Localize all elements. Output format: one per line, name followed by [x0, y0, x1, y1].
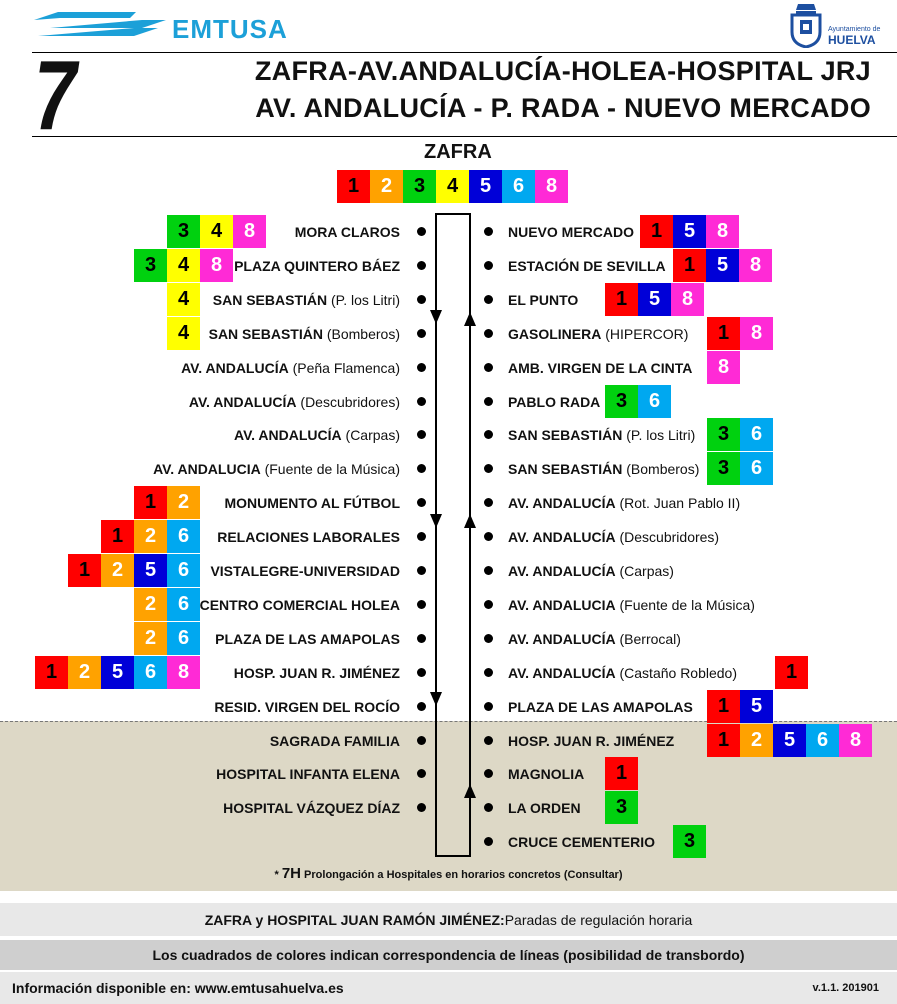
stop-name: LA ORDEN: [508, 800, 581, 817]
stop-return: [508, 825, 655, 859]
stop-outbound: [213, 283, 400, 317]
version-label: v.1.1. 201901: [812, 982, 879, 994]
stop-name: AV. ANDALUCÍA: [508, 563, 616, 579]
line-2-chip: 2: [167, 486, 200, 519]
stop-name: MORA CLAROS: [294, 224, 400, 240]
regulation-stops: ZAFRA y HOSPITAL JUAN RAMÓN JIMÉNEZ:: [204, 911, 505, 928]
line-8-chip: 8: [233, 215, 266, 248]
stop-dot: [484, 397, 493, 406]
line-2-chip: 2: [134, 588, 167, 621]
stop-name: PLAZA DE LAS AMAPOLAS: [215, 630, 400, 647]
stop-outbound: [217, 520, 400, 554]
line-1-chip: 1: [68, 554, 101, 587]
line-6-chip: 6: [167, 588, 200, 621]
stop-name: AV. ANDALUCÍA: [181, 359, 289, 376]
line-4-chip: 4: [167, 249, 200, 282]
city-logo: [788, 2, 884, 50]
stop-dot: [417, 702, 426, 711]
stop-outbound: [270, 724, 400, 758]
stop-name: AV. ANDALUCIA: [153, 461, 261, 478]
stop-outbound: [189, 385, 400, 419]
stop-dot: [417, 668, 426, 677]
stop-name: MAGNOLIA: [508, 766, 585, 783]
stop-dot: [484, 329, 493, 338]
stop-name: NUEVO MERCADO: [508, 224, 635, 240]
stop-outbound: [181, 351, 400, 385]
line-6-chip: 6: [638, 385, 671, 418]
stop-detail: (Descubridores): [296, 393, 400, 410]
stop-dot: [484, 227, 493, 236]
stop-return: [508, 486, 740, 520]
stop-detail: (HIPERCOR): [601, 325, 689, 342]
stop-name: HOSPITAL VÁZQUEZ DÍAZ: [223, 800, 400, 817]
line-3-chip: 3: [707, 418, 740, 451]
line-8-chip: 8: [167, 656, 200, 689]
line-1-chip: 1: [673, 249, 706, 282]
brand-name: EMTUSA: [172, 14, 288, 44]
stop-return: [508, 418, 695, 452]
legend-text: Los cuadrados de colores indican correspondencia de líneas (posibilidad de transbordo): [152, 947, 745, 963]
stop-dot: [484, 532, 493, 541]
route-title-1: ZAFRA-AV.ANDALUCÍA-HOLEA-HOSPITAL JRJ: [254, 56, 871, 86]
stop-return: [508, 791, 581, 825]
stop-outbound: [214, 690, 400, 724]
stop-outbound: [216, 757, 400, 791]
stop-name: RESID. VIRGEN DEL ROCÍO: [214, 698, 400, 715]
stop-name: SAN SEBASTIÁN: [508, 461, 623, 478]
line-5-chip: 5: [134, 554, 167, 587]
stop-dot: [484, 668, 493, 677]
line-3-chip: 3: [403, 170, 436, 203]
line-1-chip: 1: [640, 215, 673, 248]
line-1-chip: 1: [707, 317, 740, 350]
line-1-chip: 1: [775, 656, 808, 689]
stop-detail: (Carpas): [615, 563, 674, 579]
stop-name: HOSPITAL INFANTA ELENA: [216, 766, 400, 783]
stop-outbound: [209, 317, 400, 351]
line-1-chip: 1: [605, 283, 638, 316]
stop-dot: [484, 600, 493, 609]
stop-outbound: [215, 622, 400, 656]
stop-dot: [417, 430, 426, 439]
line-3-chip: 3: [605, 791, 638, 824]
stop-name: MONUMENTO AL FÚTBOL: [224, 495, 400, 512]
stop-return: [508, 690, 693, 724]
line-8-chip: 8: [706, 215, 739, 248]
line-6-chip: 6: [740, 418, 773, 451]
stop-name: SAN SEBASTIÁN: [208, 325, 323, 342]
note-prefix: *: [274, 869, 282, 881]
stop-outbound: [200, 588, 400, 622]
stop-dot: [417, 397, 426, 406]
line-1-chip: 1: [707, 690, 740, 723]
line-2-chip: 2: [68, 656, 101, 689]
stop-dot: [417, 363, 426, 372]
stop-name: RELACIONES LABORALES: [217, 529, 400, 546]
route-loop: [430, 212, 476, 862]
stop-outbound: [234, 418, 400, 452]
stop-name: AV. ANDALUCÍA: [508, 529, 616, 546]
line-3-chip: 3: [605, 385, 638, 418]
stop-outbound: [223, 791, 400, 825]
stop-return: [508, 351, 692, 385]
header: [0, 0, 897, 52]
line-8-chip: 8: [671, 283, 704, 316]
stop-name: GASOLINERA: [508, 325, 602, 342]
info-footer: [0, 972, 897, 1004]
line-2-chip: 2: [101, 554, 134, 587]
line-4-chip: 4: [167, 317, 200, 350]
stop-name: HOSP. JUAN R. JIMÉNEZ: [508, 732, 675, 749]
line-5-chip: 5: [469, 170, 502, 203]
line-4-chip: 4: [167, 283, 200, 316]
line-3-chip: 3: [167, 215, 200, 248]
stop-dot: [417, 295, 426, 304]
divider: [32, 52, 897, 53]
stop-dot: [484, 464, 493, 473]
stop-return: [508, 622, 681, 656]
stop-outbound: [210, 554, 400, 588]
origin-stop-name: ZAFRA: [424, 141, 492, 163]
stop-name: AV. ANDALUCÍA: [508, 630, 616, 647]
stop-dot: [417, 498, 426, 507]
line-2-chip: 2: [740, 724, 773, 757]
stop-return: [508, 554, 674, 588]
line-1-chip: 1: [707, 724, 740, 757]
line-8-chip: 8: [535, 170, 568, 203]
stop-detail: (Bomberos): [322, 325, 400, 342]
line-6-chip: 6: [502, 170, 535, 203]
stop-name: EL PUNTO: [508, 291, 579, 308]
stop-dot: [484, 566, 493, 575]
line-6-chip: 6: [167, 520, 200, 553]
stop-detail: (Berrocal): [615, 630, 681, 647]
stop-name: VISTALEGRE-UNIVERSIDAD: [210, 563, 400, 579]
stop-name: AV. ANDALUCIA: [508, 596, 616, 613]
line-3-chip: 3: [134, 249, 167, 282]
stop-detail: (Fuente de la Música): [260, 461, 400, 478]
stop-dot: [417, 227, 426, 236]
info-link[interactable]: Información disponible en: www.emtusahuelva.es: [12, 980, 344, 996]
stop-dot: [417, 600, 426, 609]
line-8-chip: 8: [740, 317, 773, 350]
regulation-note: [0, 903, 897, 936]
line-1-chip: 1: [337, 170, 370, 203]
coat-of-arms-icon: [788, 2, 824, 48]
stop-dot: [484, 702, 493, 711]
stop-return: [508, 249, 666, 283]
legend-note: [0, 940, 897, 970]
emtusa-logo-icon: [30, 6, 170, 42]
stop-dot: [417, 261, 426, 270]
stop-detail: (Peña Flamenca): [288, 359, 400, 376]
stop-name: CRUCE CEMENTERIO: [508, 834, 656, 851]
line-2-chip: 2: [134, 520, 167, 553]
stop-name: AV. ANDALUCÍA: [188, 393, 297, 410]
stop-detail: (Bomberos): [622, 461, 700, 478]
line-5-chip: 5: [673, 215, 706, 248]
line-4-chip: 4: [436, 170, 469, 203]
stop-outbound: [234, 249, 400, 283]
city-hall-label: Ayuntamiento de: [828, 26, 881, 33]
line-5-chip: 5: [101, 656, 134, 689]
stop-return: [508, 724, 674, 758]
route-title-2: AV. ANDALUCÍA - P. RADA - NUEVO MERCADO: [255, 93, 871, 123]
stop-dot: [417, 532, 426, 541]
stop-return: [508, 452, 699, 486]
stop-detail: (P. los Litri): [622, 427, 696, 444]
stop-name: ESTACIÓN DE SEVILLA: [508, 257, 666, 274]
stop-name: AV. ANDALUCÍA: [508, 664, 616, 681]
line-8-chip: 8: [707, 351, 740, 384]
city-name: HUELVA: [828, 33, 876, 47]
stop-name: AMB. VIRGEN DE LA CINTA: [508, 359, 693, 376]
line-number: 7: [34, 40, 77, 150]
stop-detail: (Fuente de la Música): [615, 596, 755, 613]
divider: [32, 136, 897, 137]
stop-return: [508, 385, 600, 419]
line-4-chip: 4: [200, 215, 233, 248]
line-1-chip: 1: [35, 656, 68, 689]
stop-dot: [417, 736, 426, 745]
stop-dot: [484, 295, 493, 304]
line-8-chip: 8: [739, 249, 772, 282]
note-code: 7H: [281, 865, 301, 882]
stop-dot: [417, 329, 426, 338]
stop-return: [508, 588, 755, 622]
line-5-chip: 5: [638, 283, 671, 316]
line-6-chip: 6: [134, 656, 167, 689]
stop-name: PLAZA DE LAS AMAPOLAS: [508, 698, 693, 715]
stop-dot: [484, 736, 493, 745]
stop-name: AV. ANDALUCÍA: [234, 427, 342, 444]
stop-detail: (Descubridores): [615, 529, 720, 546]
note-text: Prolongación a Hospitales en horarios concretos (Consultar): [301, 869, 623, 881]
line-6-chip: 6: [806, 724, 839, 757]
stop-return: [508, 215, 634, 249]
stop-return: [508, 520, 719, 554]
stop-name: AV. ANDALUCÍA: [508, 495, 616, 512]
line-1-chip: 1: [134, 486, 167, 519]
line-6-chip: 6: [167, 622, 200, 655]
stop-return: [508, 283, 578, 317]
stop-dot: [484, 430, 493, 439]
stop-name: SAN SEBASTIÁN: [508, 427, 623, 444]
stop-name: HOSP. JUAN R. JIMÉNEZ: [233, 664, 400, 681]
stop-return: [508, 757, 584, 791]
stop-name: SAN SEBASTIÁN: [212, 291, 328, 308]
stop-detail: (Carpas): [341, 427, 400, 444]
stop-outbound: [224, 486, 400, 520]
line-2-chip: 2: [134, 622, 167, 655]
stop-outbound: [234, 656, 400, 690]
stop-dot: [484, 634, 493, 643]
stop-name: CENTRO COMERCIAL HOLEA: [199, 596, 400, 613]
stop-dot: [417, 464, 426, 473]
line-6-chip: 6: [740, 452, 773, 485]
hospital-note: [0, 865, 897, 882]
stop-dot: [417, 634, 426, 643]
line-1-chip: 1: [605, 757, 638, 790]
stop-detail: (Castaño Robledo): [615, 664, 738, 681]
stop-detail: (Rot. Juan Pablo II): [615, 495, 741, 512]
stop-name: PABLO RADA: [508, 393, 601, 410]
stop-dot: [484, 261, 493, 270]
regulation-text: Paradas de regulación horaria: [504, 911, 693, 928]
stop-return: [508, 656, 737, 690]
line-5-chip: 5: [706, 249, 739, 282]
stop-outbound: [295, 215, 400, 249]
line-8-chip: 8: [839, 724, 872, 757]
line-2-chip: 2: [370, 170, 403, 203]
line-6-chip: 6: [167, 554, 200, 587]
line-8-chip: 8: [200, 249, 233, 282]
line-3-chip: 3: [673, 825, 706, 858]
stop-return: [508, 317, 688, 351]
line-5-chip: 5: [740, 690, 773, 723]
stop-dot: [484, 363, 493, 372]
stop-name: SAGRADA FAMILIA: [269, 732, 400, 749]
line-3-chip: 3: [707, 452, 740, 485]
stop-name: PLAZA QUINTERO BÁEZ: [234, 257, 400, 274]
line-1-chip: 1: [101, 520, 134, 553]
line-5-chip: 5: [773, 724, 806, 757]
stop-dot: [417, 566, 426, 575]
stop-detail: (P. los Litri): [327, 291, 400, 308]
stop-dot: [484, 498, 493, 507]
stop-outbound: [153, 452, 400, 486]
